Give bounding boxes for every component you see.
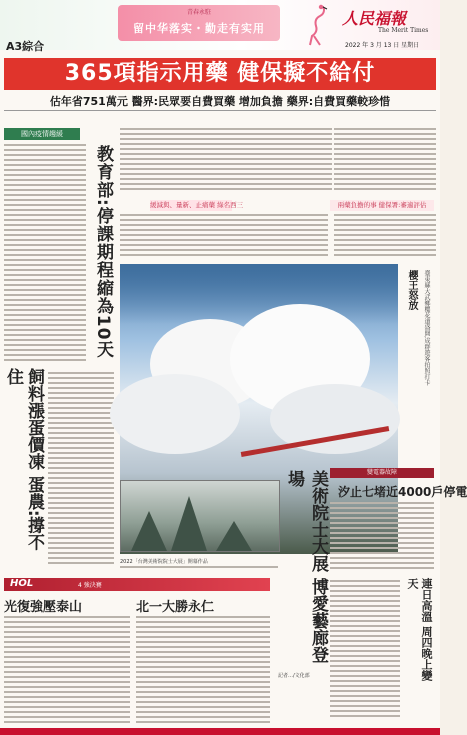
main-subheadline: 估年省751萬元 醫界:民眾要自費買藥 增加負擔 藥界:自費買藥較珍惜 (49, 95, 391, 108)
masthead (0, 0, 440, 53)
mid-teaser: 緩減與、量新、止痛藥 綠名西三 (150, 201, 244, 209)
masthead-banner (118, 5, 280, 41)
painting-mountain (131, 511, 167, 551)
feed-egg-headline: 飼料漲蛋價凍 蛋農:撐不住 (3, 368, 44, 551)
flamingo-logo (302, 2, 332, 47)
paper-logo: 人民福報 (342, 9, 407, 28)
main-article-body (120, 128, 332, 196)
news-tag: 國內疫情趨緩 (4, 128, 80, 140)
art-exhibition-headline: 美術院士大展 博愛藝廊登場 (284, 470, 328, 663)
hol-article-body-2 (136, 616, 270, 724)
hol-banner (4, 578, 270, 591)
photo-title: 櫻王怒放 (406, 270, 417, 310)
outage-article-body (330, 502, 434, 572)
hol-tag: 4 強決賽 (78, 582, 102, 589)
egg-article-body (48, 372, 114, 568)
landscape-painting (120, 480, 280, 552)
painting-mountain (171, 496, 207, 551)
weather-headline: 連日高溫 周四晚上變天 (406, 578, 433, 681)
hol-headline-1: 光復強壓泰山 (4, 600, 83, 615)
blossom-cluster (110, 374, 240, 454)
main-article-body-2 (120, 214, 328, 260)
right-article-body-2 (334, 214, 436, 260)
painting-mountain (216, 521, 252, 551)
weather-article-body (330, 580, 400, 720)
banner-main-text: 留中华落实・勤走有实用 (133, 22, 265, 35)
section-label: A3綜合 (6, 40, 45, 53)
paper-logo-english: The Merit Times (378, 27, 429, 34)
painting-caption: 2022「台灣美術院院士大展」開幕作品 (120, 559, 208, 565)
issue-date: 2022 年 3 月 13 日 星期日 (345, 42, 420, 49)
hol-article-body-1 (4, 616, 130, 724)
photo-caption: 臺東縣大武鄉櫻花道盛開,成群遊客拍照打卡 (423, 270, 430, 386)
edu-headline: 教育部:停課期程縮為10天 (93, 145, 113, 359)
headline-rule (4, 110, 436, 111)
banner-top-text: 青春永駐 (186, 9, 211, 16)
sidebar-article-body (4, 144, 86, 364)
hol-logo: HOL (10, 578, 34, 589)
art-article-body (120, 566, 278, 574)
outage-headline: 汐止七堵近4000戶停電 (338, 485, 467, 499)
right-article-body (334, 128, 436, 196)
main-headline: 365項指示用藥 健保擬不給付 (4, 58, 436, 90)
hol-headline-2: 北一大勝永仁 (136, 600, 215, 615)
side-teaser: 兩藥負擔的事 健保署:審適評估 (330, 200, 434, 211)
art-byline: 記者…/文化部 (278, 673, 310, 679)
outage-tag: 變電器故障 (330, 468, 434, 478)
footer-rule (0, 728, 440, 735)
